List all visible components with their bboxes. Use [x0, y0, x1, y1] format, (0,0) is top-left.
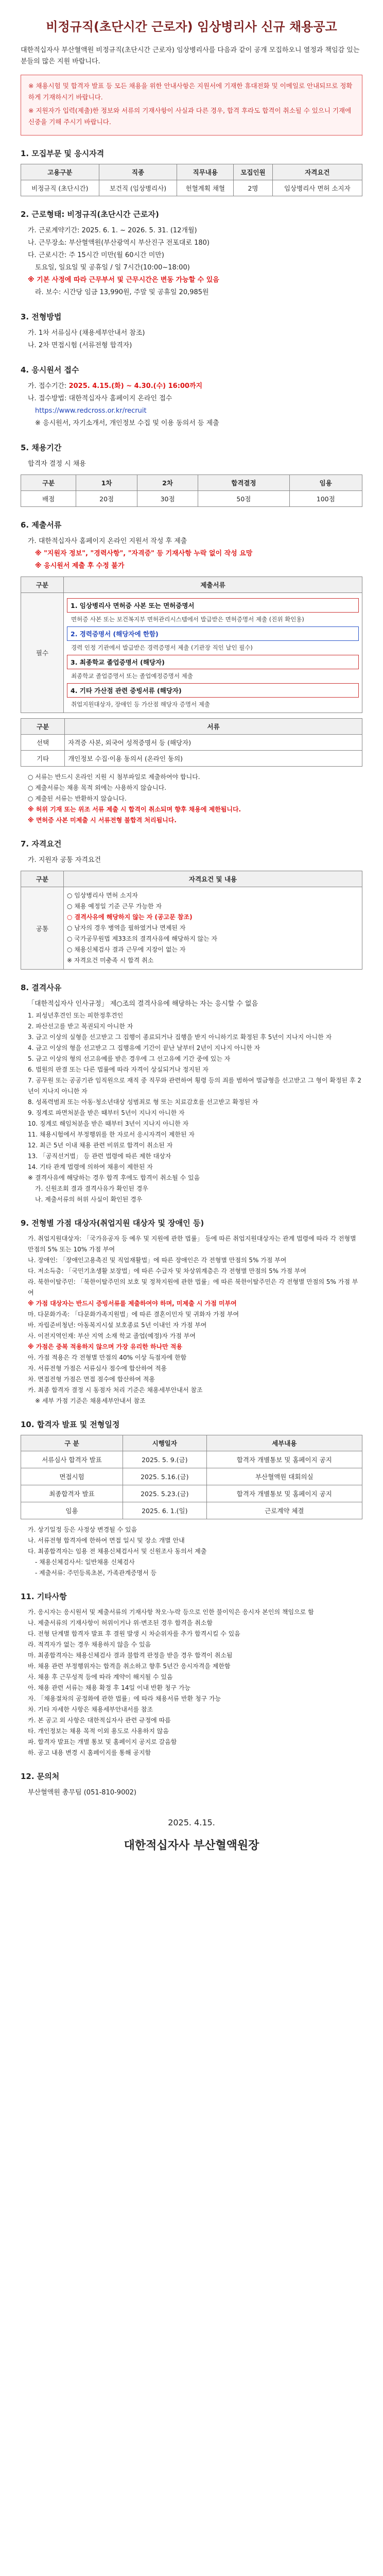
link-text[interactable]: https://www.redcross.or.kr/recruit [35, 407, 147, 415]
note-line: ※ 결격사유에 해당하는 경우 합격 후에도 합격이 취소될 수 있음 [28, 1174, 200, 1181]
duty-desc: 취업지원대상자, 장애인 등 가산점 해당자 증명서 제출 [71, 701, 210, 708]
section-heading: 2. 근로형태: 비정규직(초단시간 근로자) [21, 210, 159, 219]
qualification-item: ○ 국가공무원법 제33조의 결격사유에 해당하지 않는 자 [67, 935, 218, 942]
text-span: 가. 접수기간: [28, 382, 69, 390]
table-cell: 보건직 (임상병리사) [99, 180, 177, 196]
section-heading: 1. 모집부문 및 응시자격 [21, 149, 105, 158]
note-line: 가. 신원조회 결과 결격사유가 확인된 경우 [35, 1185, 148, 1192]
table-cell: 부산혈액원 대회의실 [206, 1468, 362, 1485]
section-11 [21, 1591, 362, 1758]
schedule-table [21, 1435, 362, 1519]
note-line: ○ 서류는 반드시 온라인 지원 시 첨부파일로 제출하여야 합니다. [28, 773, 200, 781]
table-header: 세부내용 [206, 1435, 362, 1451]
table-header: 1차 [76, 475, 137, 491]
note-line: ※ 가점은 중복 적용하지 않으며 가장 유리한 하나만 적용 [28, 1343, 183, 1350]
text-line: 나. 근무장소: 부산혈액원(부산광역시 부산진구 전포대로 180) [28, 239, 210, 247]
warning-line: ※ 채용시험 및 합격자 발표 등 모든 채용을 위한 안내사항은 지원서에 기재한 휴대전화 및 이메일로 안내되므로 정확하게 기재하시기 바랍니다. [28, 82, 353, 101]
table-cell: 합격자 개별통보 및 홈페이지 공지 [206, 1451, 362, 1468]
table-cell: 임상병리사 면허 소지자 [272, 180, 362, 196]
text-line: 부산혈액원 총무팀 (051-810-9002) [28, 1789, 136, 1797]
table-header: 직종 [99, 164, 177, 180]
note-line: 파. 합격자 발표는 개별 통보 및 홈페이지 공지로 갈음함 [28, 1738, 177, 1745]
note-line: 마. 다문화가족: 「다문화가족지원법」에 따른 결혼이민자 및 귀화자 가점 부여 [28, 1311, 239, 1318]
text-line: 나. 접수방법: 대한적십자사 홈페이지 온라인 접수 [28, 395, 172, 402]
section-heading: 6. 제출서류 [21, 520, 62, 530]
table-row [21, 1468, 362, 1485]
table-header: 자격요건 및 내용 [64, 871, 362, 887]
note-line: 10. 징계로 해임처분을 받은 때부터 3년이 지나지 아니한 자 [28, 1120, 189, 1127]
highlight-line: ※ 기본 사정에 따라 근무부서 및 근무시간은 변동 가능할 수 있음 [28, 276, 219, 284]
section-4 [21, 364, 362, 430]
text-line [21, 380, 362, 393]
table-header: 제출서류 [64, 577, 362, 593]
note-line: 가. 취업지원대상자: 「국가유공자 등 예우 및 지원에 관한 법률」 등에 따른 취업지원대상자는 관계 법령에 따라 각 전형별 만점의 5% 또는 10% 가점 부여 [28, 1235, 356, 1253]
note-line: 카. 최종 합격자 결정 시 동점자 처리 기준은 채용세부안내서 참조 [28, 1386, 203, 1394]
warning-box [21, 75, 362, 135]
highlight-line: ※ "지원자 정보", "경력사항", "자격증" 등 기재사항 누락 없이 작성 요망 [35, 550, 253, 557]
headcount-table [21, 474, 362, 507]
table-cell: 개인정보 수집·이용 동의서 (온라인 동의) [65, 751, 362, 767]
table-cell: 2명 [234, 180, 272, 196]
table-cell: 50점 [198, 491, 289, 507]
table-cell: 자격증 사본, 외국어 성적증명서 등 (해당자) [65, 735, 362, 751]
duty-desc: 경력 인정 기관에서 발급받은 경력증명서 제출 (기관장 직인 날인 필수) [71, 644, 253, 651]
text-line: ※ 응시원서, 자기소개서, 개인정보 수집 및 이용 동의서 등 제출 [35, 419, 219, 427]
note-line: 차. 기타 자세한 사항은 채용세부안내서를 참조 [28, 1706, 153, 1713]
table-header: 구 분 [21, 1435, 123, 1451]
note-line: 사. 채용 후 근무성적 등에 따라 계약이 해지될 수 있음 [28, 1673, 173, 1681]
note-line: - 채용신체검사서: 일반채용 신체검사 [35, 1558, 135, 1566]
note-line: 차. 면접전형 가점은 면접 점수에 합산하여 적용 [28, 1376, 155, 1383]
table-row [21, 593, 362, 713]
note-line: 다. 저소득층: 「국민기초생활 보장법」에 따른 수급자 및 차상위계층은 각 전형별 만점의 5% 가점 부여 [28, 1267, 306, 1275]
table-header: 구분 [21, 871, 64, 887]
note-line: 자. 서류전형 가점은 서류심사 점수에 합산하여 적용 [28, 1365, 167, 1372]
table-cell: 배점 [21, 491, 76, 507]
table-row [21, 1485, 362, 1502]
note-line: 사. 이전지역인재: 부산 지역 소재 학교 졸업(예정)자 가점 부여 [28, 1332, 196, 1340]
section-heading: 7. 자격요건 [21, 839, 62, 849]
note-line: 8. 성폭력범죄 또는 아동·청소년대상 성범죄로 형 또는 치료감호를 선고받고 확정된 자 [28, 1098, 258, 1106]
text-line: 가. 근로계약기간: 2025. 6. 1. ~ 2026. 5. 31. (12개월) [28, 227, 197, 234]
note-line: 다. 최종합격자는 임용 전 채용신체검사서 및 신원조사 동의서 제출 [28, 1548, 207, 1555]
qualification-item: ○ 남자의 경우 병역을 필하였거나 면제된 자 [67, 924, 186, 931]
note-line: 11. 채용시험에서 부정행위를 한 자로서 응시자격이 제한된 자 [28, 1131, 195, 1138]
note-line: 라. 북한이탈주민: 「북한이탈주민의 보호 및 정착지원에 관한 법률」에 따른 북한이탈주민은 각 전형별 만점의 5% 가점 부여 [28, 1278, 358, 1296]
warning-line: ※ 지원자가 입력(제출)한 정보와 서류의 기재사항이 사실과 다른 경우, 합격 후라도 합격이 취소될 수 있으니 기재에 신중을 기해 주시기 바랍니다. [28, 107, 352, 126]
table-row [21, 735, 362, 751]
text-line: 라. 보수: 시간당 임금 13,990원, 주말 및 공휴일 20,985원 [35, 289, 209, 296]
table-header: 2차 [137, 475, 198, 491]
table-header: 구분 [21, 475, 76, 491]
section-heading: 10. 합격자 발표 및 전형일정 [21, 1420, 120, 1429]
note-line: 하. 공고 내용 변경 시 홈페이지를 통해 공지함 [28, 1749, 151, 1756]
table-cell: 최종합격자 발표 [21, 1485, 123, 1502]
note-line: 7. 공무원 또는 공공기관 임직원으로 재직 중 직무와 관련하여 횡령 등의 죄를 범하여 벌금형을 선고받고 그 형이 확정된 후 2년이 지나지 아니한 자 [28, 1077, 361, 1095]
table-cell: 합격자 개별통보 및 홈페이지 공지 [206, 1485, 362, 1502]
note-line: 가. 상기일정 등은 사정상 변경될 수 있음 [28, 1526, 137, 1533]
qualification-list [64, 887, 362, 970]
note-line: 나. 제출서류의 기재사항이 허위이거나 위·변조된 경우 합격을 취소함 [28, 1619, 213, 1626]
text-line: 가. 1차 서류심사 (채용세부안내서 참조) [28, 329, 145, 337]
duty-list [64, 593, 362, 713]
note-line: 아. 가점 적용은 각 전형별 만점의 40% 이상 득점자에 한함 [28, 1354, 187, 1361]
text-line: 가. 지원자 공통 자격요건 [28, 856, 101, 864]
table-header: 자격요건 [272, 164, 362, 180]
position-table [21, 164, 362, 196]
table-cell: 서류심사 합격자 발표 [21, 1451, 123, 1468]
note-line: 나. 제출서류의 허위 사실이 확인된 경우 [35, 1196, 143, 1203]
duty-table [21, 577, 362, 713]
table-header: 모집인원 [234, 164, 272, 180]
section-heading: 3. 전형방법 [21, 312, 62, 321]
note-line: 나. 장애인: 「장애인고용촉진 및 직업재활법」에 따른 장애인은 각 전형별 만점의 5% 가점 부여 [28, 1257, 287, 1264]
note-line: ※ 가점 대상자는 반드시 증빙서류를 제출하여야 하며, 미제출 시 가점 미부여 [28, 1300, 237, 1307]
table-cell: 임용 [21, 1502, 123, 1519]
section-3 [21, 311, 362, 352]
duty-item: 3. 최종학교 졸업증명서 (해당자) [67, 655, 359, 669]
note-line: ※ 허위 기재 또는 위조 서류 제출 시 합격이 취소되며 향후 채용에 제한됩니다. [28, 806, 241, 813]
organization-name: 대한적십자사 부산혈액원장 [124, 1839, 259, 1852]
note-line: 가. 응시자는 응시원서 및 제출서류의 기재사항 착오·누락 등으로 인한 불이익은 응시자 본인의 책임으로 함 [28, 1608, 314, 1616]
table-header: 합격결정 [198, 475, 289, 491]
table-cell: 비정규직 (초단시간) [21, 180, 99, 196]
notice-date: 2025. 4.15. [168, 1818, 215, 1827]
note-line: 바. 자립준비청년: 아동복지시설 보호종료 5년 이내인 자 가점 부여 [28, 1321, 207, 1329]
table-cell: 2025. 6. 1.(일) [123, 1502, 207, 1519]
duty-desc: 면허증 사본 또는 보건복지부 면허관리시스템에서 발급받은 면허증명서 제출 (진위 확인용) [71, 616, 304, 623]
table-row [21, 1502, 362, 1519]
section-heading: 12. 문의처 [21, 1772, 60, 1781]
table-row [21, 751, 362, 767]
table-cell: 30점 [137, 491, 198, 507]
qualification-item: ○ 채용신체검사 결과 근무에 지장이 없는 자 [67, 946, 186, 953]
table-cell: 헌혈계획 채혈 [177, 180, 234, 196]
text-line: 토요일, 일요일 및 공휴일 / 일 7시간(10:00~18:00) [35, 264, 190, 272]
table-cell: 면접시험 [21, 1468, 123, 1485]
table-cell: 2025. 5. 9.(금) [123, 1451, 207, 1468]
qualification-item: ○ 임상병리사 면허 소지자 [67, 892, 138, 899]
table-cell: 2025. 5.16.(금) [123, 1468, 207, 1485]
note-line: 타. 개인정보는 채용 목적 이외 용도로 사용하지 않음 [28, 1727, 169, 1735]
note-line: 라. 적격자가 없는 경우 채용하지 않을 수 있음 [28, 1641, 151, 1648]
note-line: ○ 제출된 서류는 반환하지 않습니다. [28, 795, 127, 802]
note-line: - 제출서류: 주민등록초본, 가족관계증명서 등 [35, 1569, 157, 1577]
table-row [21, 887, 362, 970]
note-line: 2. 파산선고를 받고 복권되지 아니한 자 [28, 1023, 133, 1030]
note-line: 다. 전형 단계별 합격자 발표 후 결원 발생 시 차순위자를 추가 합격시킬 수 있음 [28, 1630, 240, 1637]
section-8 [21, 982, 362, 1205]
duty-item: 1. 임상병리사 면허증 사본 또는 면허증명서 [67, 598, 359, 613]
table-header: 구분 [21, 577, 64, 593]
table-row [21, 491, 362, 507]
table-cell: 기타 [21, 751, 65, 767]
page-title: 비정규직(초단시간 근로자) 임상병리사 신규 채용공고 [46, 20, 337, 34]
highlight-span: 2025. 4.15.(화) ~ 4.30.(수) 16:00까지 [68, 382, 203, 390]
duty-item: 4. 기타 가산점 관련 증빙서류 (해당자) [67, 683, 359, 698]
section-12 [21, 1771, 362, 1799]
table-cell: 100점 [289, 491, 362, 507]
table-header: 구분 [21, 719, 65, 735]
table-cell: 선택 [21, 735, 65, 751]
qualification-item: ※ 자격요건 미충족 시 합격 취소 [67, 957, 154, 964]
table-cell: 20점 [76, 491, 137, 507]
section-5 [21, 442, 362, 507]
duty-desc: 최종학교 졸업증명서 또는 졸업예정증명서 제출 [71, 672, 193, 680]
qualification-item: ○ 결격사유에 해당하지 않는 자 (공고문 참조) [67, 913, 193, 921]
section-7 [21, 838, 362, 970]
note-line: 카. 본 공고 외 사항은 대한적십자사 관련 규정에 따름 [28, 1717, 171, 1724]
section-heading: 9. 전형별 가점 대상자(취업지원 대상자 및 장애인 등) [21, 1218, 204, 1228]
highlight-line: ※ 응시원서 제출 후 수정 불가 [35, 562, 125, 570]
section-1 [21, 148, 362, 196]
intro-text: 대한적십자사 부산혈액원 비정규직(초단시간 근로자) 임상병리사를 다음과 같이 공개 모집하오니 열정과 책임감 있는 분들의 많은 지원 바랍니다. [21, 46, 360, 65]
table-header: 임용 [289, 475, 362, 491]
section-10 [21, 1419, 362, 1579]
section-heading: 8. 결격사유 [21, 983, 62, 992]
table-header: 직무내용 [177, 164, 234, 180]
text-line: 나. 2차 면접시험 (서류전형 합격자) [28, 342, 132, 349]
note-line: 14. 기타 관계 법령에 의하여 채용이 제한된 자 [28, 1163, 153, 1171]
section-heading: 5. 채용기간 [21, 443, 62, 452]
text-line: 가. 대한적십자사 홈페이지 온라인 지원서 작성 후 제출 [28, 537, 187, 545]
section-6 [21, 519, 362, 826]
note-line: 9. 징계로 파면처분을 받은 때부터 5년이 지나지 아니한 자 [28, 1109, 185, 1116]
table-cell: 공통 [21, 887, 64, 970]
text-line: 다. 근로시간: 주 15시간 미만(월 60시간 미만) [28, 251, 164, 259]
table-cell: 2025. 5.23.(금) [123, 1485, 207, 1502]
text-line: 합격자 결정 시 채용 [28, 460, 86, 468]
note-line: 4. 금고 이상의 형을 선고받고 그 집행유예 기간이 끝난 날부터 2년이 지나지 아니한 자 [28, 1044, 260, 1052]
note-line: 마. 최종합격자는 채용신체검사 결과 불합격 판정을 받을 경우 합격이 취소됨 [28, 1652, 233, 1659]
qualification-table [21, 871, 362, 970]
note-line: ○ 제출서류는 채용 목적 외에는 사용하지 않습니다. [28, 784, 167, 791]
table-header: 서류 [65, 719, 362, 735]
note-line: ※ 면허증 사본 미제출 시 서류전형 불합격 처리됩니다. [28, 817, 177, 824]
section-2 [21, 209, 362, 299]
note-line: 나. 서류전형 합격자에 한하여 면접 일시 및 장소 개별 안내 [28, 1537, 185, 1544]
note-line: 자. 「채용절차의 공정화에 관한 법률」에 따라 채용서류 반환 청구 가능 [28, 1695, 221, 1702]
note-line: 13. 「공직선거법」 등 관련 법령에 따른 제한 대상자 [28, 1153, 171, 1160]
table-row [21, 1451, 362, 1468]
table-row [21, 180, 362, 196]
text-line: 「대한적십자사 인사규정」 제○조의 결격사유에 해당하는 자는 응시할 수 없음 [28, 1000, 258, 1008]
duty-item: 2. 경력증명서 (해당자에 한함) [67, 626, 359, 641]
table-cell: 근로계약 체결 [206, 1502, 362, 1519]
table-header: 고용구분 [21, 164, 99, 180]
section-heading: 11. 기타사항 [21, 1592, 67, 1601]
note-line: 아. 채용 관련 서류는 채용 확정 후 14일 이내 반환 청구 가능 [28, 1684, 191, 1691]
note-line: 1. 피성년후견인 또는 피한정후견인 [28, 1012, 124, 1019]
table-cell: 필수 [21, 593, 64, 713]
table-header: 시행일자 [123, 1435, 207, 1451]
note-line: 5. 금고 이상의 형의 선고유예를 받은 경우에 그 선고유예 기간 중에 있는 자 [28, 1055, 231, 1062]
note-line: 3. 금고 이상의 실형을 선고받고 그 집행이 종료되거나 집행을 받지 아니하기로 확정된 후 5년이 지나지 아니한 자 [28, 1033, 332, 1041]
section-9 [21, 1217, 362, 1406]
required-docs-table [21, 718, 362, 767]
note-line: ※ 세부 가점 기준은 채용세부안내서 참조 [35, 1397, 146, 1404]
note-line: 바. 채용 관련 부정행위자는 합격을 취소하고 향후 5년간 응시자격을 제한함 [28, 1663, 231, 1670]
section-heading: 4. 응시원서 접수 [21, 365, 79, 375]
qualification-item: ○ 채용 예정일 기준 근무 가능한 자 [67, 903, 162, 910]
note-line: 12. 최근 5년 이내 채용 관련 비위로 합격이 취소된 자 [28, 1142, 173, 1149]
note-line: 6. 법원의 판결 또는 다른 법률에 따라 자격이 상실되거나 정지된 자 [28, 1066, 208, 1073]
